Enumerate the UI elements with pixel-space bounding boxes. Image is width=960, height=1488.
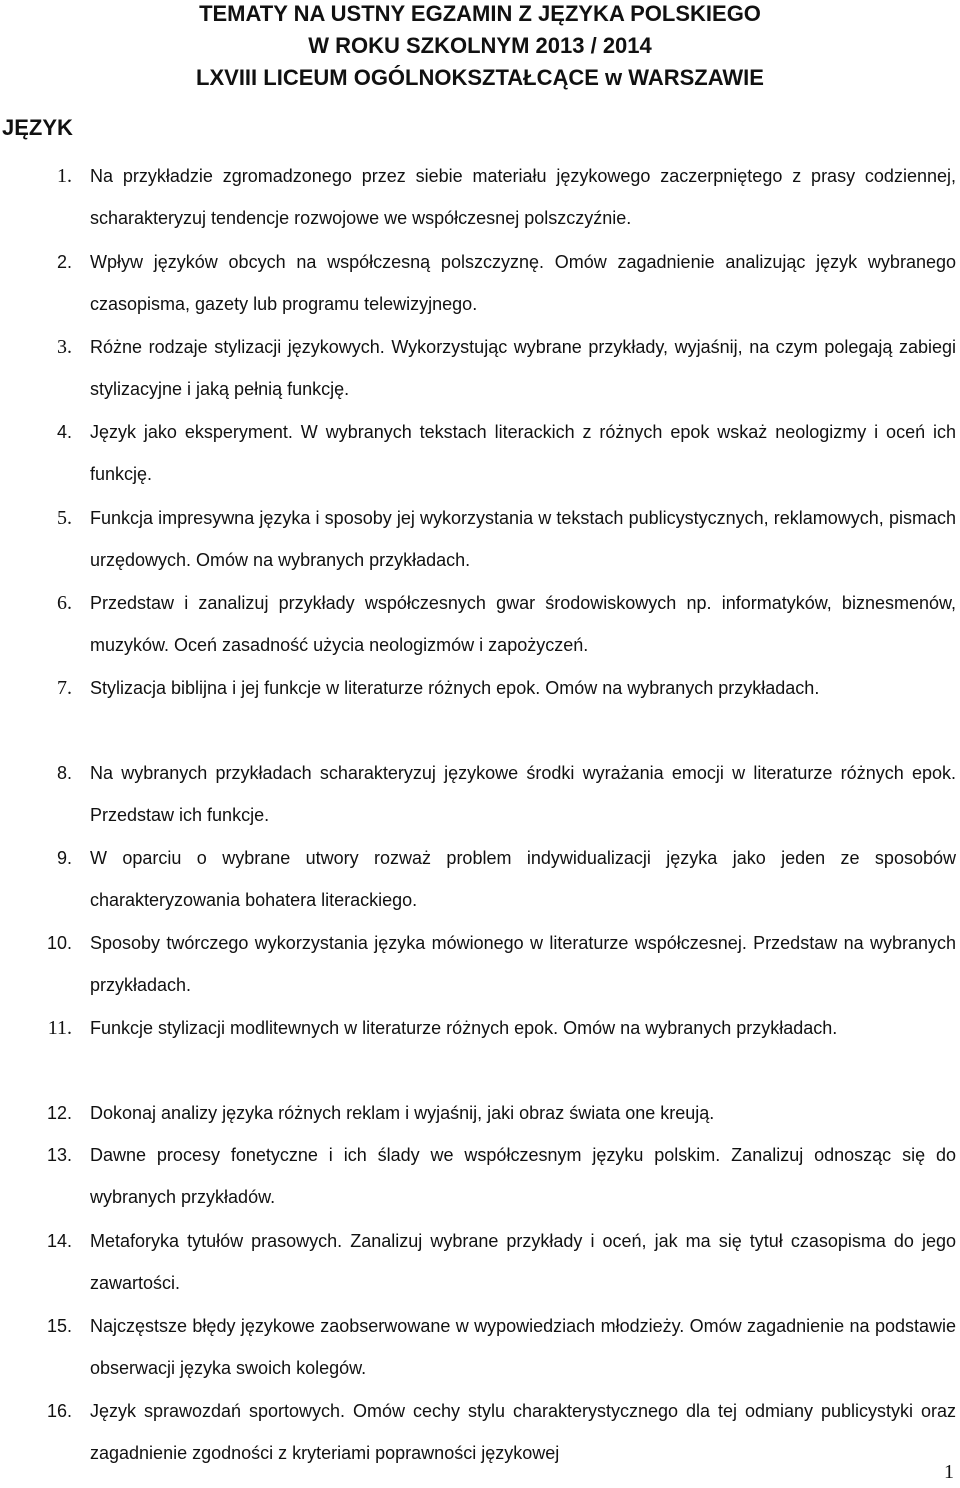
item-number: 9.	[56, 848, 72, 868]
item-number: 15.	[46, 1316, 72, 1336]
item-number: 12.	[46, 1103, 72, 1123]
item-number: 13.	[46, 1145, 72, 1165]
item-number: 11.	[47, 1017, 72, 1039]
item-text: Dawne procesy fonetyczne i ich ślady we współczesnym języku polskim. Zanalizuj odnosząc się do wybranych przykładów.	[90, 1145, 956, 1207]
item-number: 8.	[56, 763, 72, 783]
item-text: Język sprawozdań sportowych. Omów cechy stylu charakterystycznego dla tej odmiany publicystyki oraz zagadnienie zgodności z kryteriami poprawności językowej	[90, 1401, 956, 1463]
item-number: 7.	[57, 677, 72, 699]
item-text: Przedstaw i zanalizuj przykłady współczesnych gwar środowiskowych np. informatyków, biznesmenów, muzyków. Oceń zasadność użycia neologizmów i zapożyczeń.	[90, 593, 956, 655]
section-title: JĘZYK	[2, 115, 73, 140]
item-text: Funkcje stylizacji modlitewnych w literaturze różnych epok. Omów na wybranych przykładach.	[90, 1018, 838, 1038]
item-number: 1.	[57, 165, 72, 187]
item-text: Metaforyka tytułów prasowych. Zanalizuj wybrane przykłady i oceń, jak ma się tytuł czasopisma do jego zawartości.	[90, 1231, 956, 1293]
title-line-2: W ROKU SZKOLNYM 2013 / 2014	[308, 33, 652, 58]
item-text: Na wybranych przykładach scharakteryzuj językowe środki wyrażania emocji w literaturze różnych epok. Przedstaw ich funkcje.	[90, 763, 956, 825]
item-number: 10.	[46, 933, 72, 953]
item-text: Różne rodzaje stylizacji językowych. Wykorzystując wybrane przykłady, wyjaśnij, na czym polegają zabiegi stylizacyjne i jaką pełnią funkcję.	[90, 337, 956, 399]
item-text: Najczęstsze błędy językowe zaobserwowane w wypowiedziach młodzieży. Omów zagadnienie na podstawie obserwacji języka swoich kolegów.	[90, 1316, 956, 1378]
item-text: W oparciu o wybrane utwory rozważ problem indywidualizacji języka jako jeden ze sposobów charakteryzowania bohatera literackiego.	[90, 848, 956, 910]
item-number: 6.	[57, 592, 72, 614]
item-text: Dokonaj analizy języka różnych reklam i wyjaśnij, jaki obraz świata one kreują.	[90, 1103, 715, 1123]
page-number: 1	[944, 1461, 954, 1483]
item-text: Stylizacja biblijna i jej funkcje w literaturze różnych epok. Omów na wybranych przykładach.	[90, 678, 820, 698]
item-text: Wpływ języków obcych na współczesną polszczyznę. Omów zagadnienie analizując język wybranego czasopisma, gazety lub programu telewizyjnego.	[90, 252, 956, 314]
title-line-3: LXVIII LICEUM OGÓLNOKSZTAŁCĄCE w WARSZAWIE	[196, 65, 764, 90]
item-number: 5.	[57, 507, 72, 529]
item-number: 14.	[46, 1231, 72, 1251]
item-text: Funkcja impresywna języka i sposoby jej wykorzystania w tekstach publicystycznych, reklamowych, pismach urzędowych. Omów na wybranych przykładach.	[90, 508, 956, 570]
item-number: 3.	[57, 336, 72, 358]
title-line-1: TEMATY NA USTNY EGZAMIN Z JĘZYKA POLSKIEGO	[199, 1, 761, 26]
item-number: 4.	[56, 422, 72, 442]
item-text: Język jako eksperyment. W wybranych tekstach literackich z różnych epok wskaż neologizmy i oceń ich funkcję.	[90, 422, 956, 484]
item-number: 2.	[56, 252, 72, 272]
item-text: Na przykładzie zgromadzonego przez siebie materiału językowego zaczerpniętego z prasy codziennej, scharakteryzuj tendencje rozwojowe we współczesnej polszczyźnie.	[90, 166, 956, 228]
item-text: Sposoby twórczego wykorzystania języka mówionego w literaturze współczesnej. Przedstaw na wybranych przykładach.	[90, 933, 956, 995]
item-number: 16.	[46, 1401, 72, 1421]
